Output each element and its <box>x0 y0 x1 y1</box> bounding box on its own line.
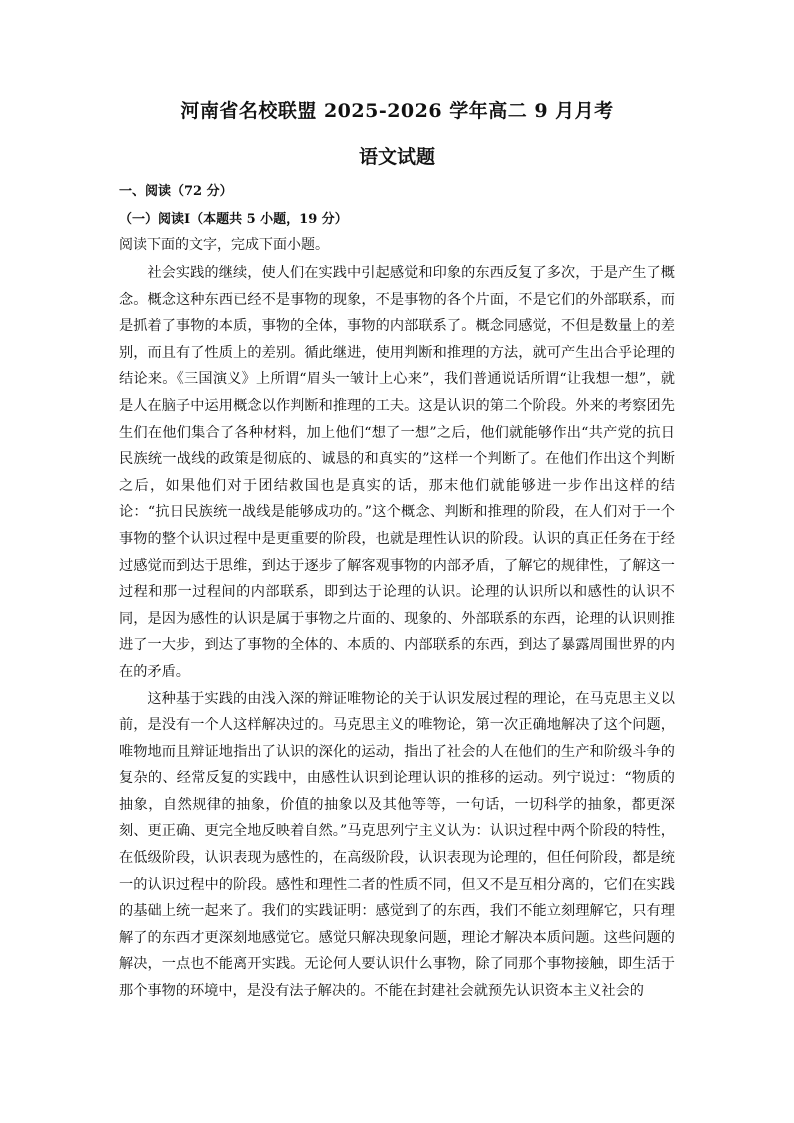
passage-paragraph-1: 社会实践的继续，使人们在实践中引起感觉和印象的东西反复了多次，于是产生了概念。概念这种东西已经不是事物的现象，不是事物的各个片面，不是它们的外部联系，而是抓着了事物的本质，事物的全体，事物的内部联系了。概念同感觉，不但是数量上的差别，而且有了性质上的差别。循此继进，使用判断和推理的方法，就可产生出合乎论理的结论来。《三国演义》上所谓“眉头一皱计上心来”，我们普通说话所谓“让我想一想”，就是人在脑子中运用概念以作判断和推理的工夫。这是认识的第二个阶段。外来的考察团先生们在他们集合了各种材料，加上他们“想了一想”之后，他们就能够作出“共产党的抗日民族统一战线的政策是彻底的、诚恳的和真实的”这样一个判断了。在他们作出这个判断之后，如果他们对于团结救国也是真实的话，那末他们就能够进一步作出这样的结论：“抗日民族统一战线是能够成功的。”这个概念、判断和推理的阶段，在人们对于一个事物的整个认识过程中是更重要的阶段，也就是理性认识的阶段。认识的真正任务在于经过感觉而到达于思维，到达于逐步了解客观事物的内部矛盾，了解它的规律性，了解这一过程和那一过程间的内部联系，即到达于论理的认识。论理的认识所以和感性的认识不同，是因为感性的认识是属于事物之片面的、现象的、外部联系的东西，论理的认识则推进了一大步，到达了事物的全体的、本质的、内部联系的东西，到达了暴露周围世界的内在的矛盾。 <box>119 265 675 680</box>
section-heading: 一、阅读（72 分） <box>119 184 233 199</box>
exam-subtitle: 语文试题 <box>358 146 435 168</box>
reading-instruction: 阅读下面的文字，完成下面小题。 <box>119 237 329 253</box>
subsection-heading: （一）阅读Ⅰ（本题共 5 小题，19 分） <box>119 212 348 227</box>
reading-passage <box>119 260 675 1005</box>
passage-paragraph-2: 这种基于实践的由浅入深的辩证唯物论的关于认识发展过程的理论，在马克思主义以前，是没有一个人这样解决过的。马克思主义的唯物论，第一次正确地解决了这个问题，唯物地而且辩证地指出了认识的深化的运动，指出了社会的人在他们的生产和阶级斗争的复杂的、经常反复的实践中，由感性认识到论理认识的推移的运动。列宁说过：“物质的抽象，自然规律的抽象，价值的抽象以及其他等等，一句话，一切科学的抽象，都更深刻、更正确、更完全地反映着自然。”马克思列宁主义认为：认识过程中两个阶段的特性，在低级阶段，认识表现为感性的，在高级阶段，认识表现为论理的，但任何阶段，都是统一的认识过程中的阶段。感性和理性二者的性质不同，但又不是互相分离的，它们在实践的基础上统一起来了。我们的实践证明：感觉到了的东西，我们不能立刻理解它，只有理解了的东西才更深刻地感觉它。感觉只解决现象问题，理论才解决本质问题。这些问题的解决，一点也不能离开实践。无论何人要认识什么事物，除了同那个事物接触，即生活于那个事物的环境中，是没有法子解决的。不能在封建社会就预先认识资本主义社会的 <box>119 690 675 1000</box>
exam-title: 河南省名校联盟 2025-2026 学年高二 9 月月考 <box>180 100 614 122</box>
